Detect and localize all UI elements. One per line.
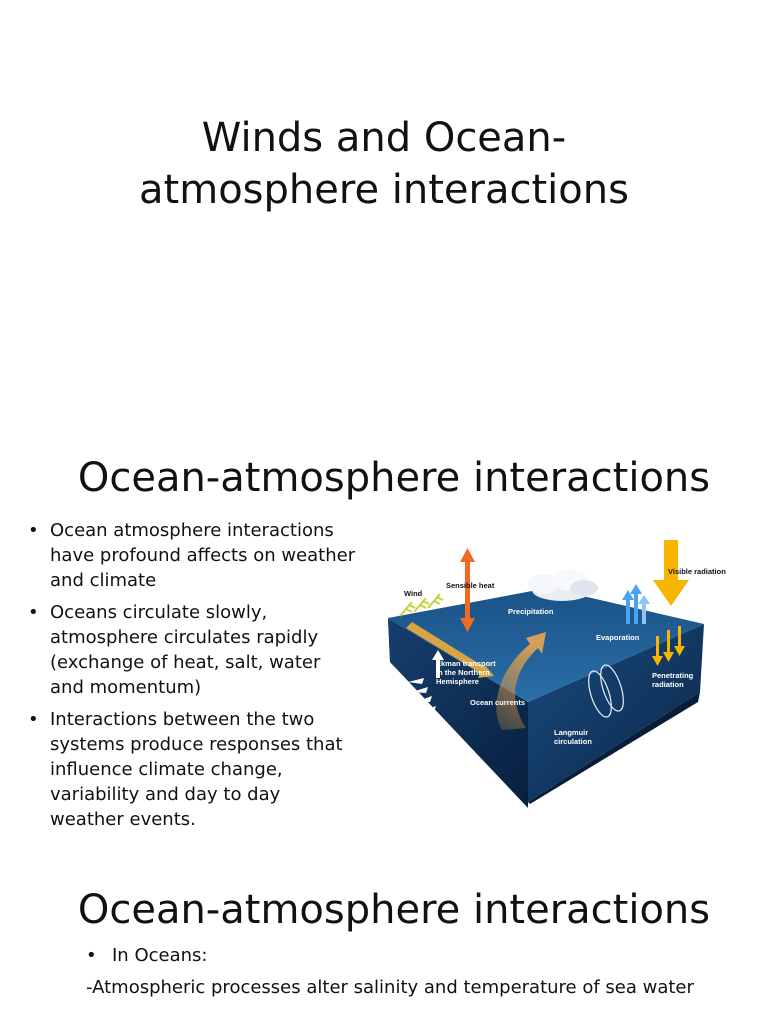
sensible-heat-arrow-icon	[460, 548, 475, 632]
bullet-text: Oceans circulate slowly, atmosphere circulates rapidly (exchange of heat, salt, water and momentum)	[50, 602, 321, 698]
label-precipitation: Precipitation	[508, 607, 554, 616]
bullet-item	[26, 707, 356, 832]
label-ekman-2: in the Northern	[436, 668, 490, 677]
bullet-dot: •	[28, 520, 39, 541]
slide-2-heading: Ocean-atmosphere interactions	[77, 455, 711, 501]
label-penetrating-1: Penetrating	[652, 671, 694, 680]
slide-title	[0, 0, 768, 432]
label-visible-radiation: Visible radiation	[668, 567, 726, 576]
label-evaporation: Evaporation	[596, 633, 640, 642]
bullet-dot: •	[28, 602, 39, 623]
bullet-text: Interactions between the two systems produce responses that influence climate change, variability and day to day weather events.	[50, 709, 343, 830]
bullet-dot: •	[86, 945, 97, 966]
evaporation-arrows-icon	[622, 584, 650, 624]
label-ekman-1: Ekman transport	[436, 659, 496, 668]
label-langmuir-2: circulation	[554, 737, 592, 746]
title-line-1: Winds and Ocean-	[201, 115, 567, 161]
title-line-2: atmosphere interactions	[139, 167, 629, 213]
label-ocean-currents: Ocean currents	[470, 698, 526, 707]
bullet-item	[26, 518, 356, 593]
ocean-atmosphere-diagram	[378, 532, 760, 808]
slide-oceans	[0, 864, 768, 1024]
slide-title-heading	[0, 112, 768, 216]
bullet-list	[26, 518, 356, 839]
bullet-text: Ocean atmosphere interactions have profound affects on weather and climate	[50, 520, 356, 591]
slide-interactions	[0, 432, 768, 864]
bullet-item	[26, 600, 356, 700]
label-wind: Wind	[404, 589, 423, 598]
bullet-dot: •	[28, 709, 39, 730]
label-penetrating-2: radiation	[652, 680, 684, 689]
cloud-icon	[528, 569, 598, 601]
label-langmuir-1: Langmuir	[554, 728, 589, 737]
label-ekman-3: Hemisphere	[436, 677, 479, 686]
slide-3-heading: Ocean-atmosphere interactions	[77, 887, 711, 933]
bullet-item	[86, 944, 207, 968]
bullet-text: In Oceans:	[112, 945, 208, 966]
label-sensible-heat: Sensible heat	[446, 581, 495, 590]
body-line: -Atmospheric processes alter salinity and temperature of sea water	[86, 977, 694, 998]
